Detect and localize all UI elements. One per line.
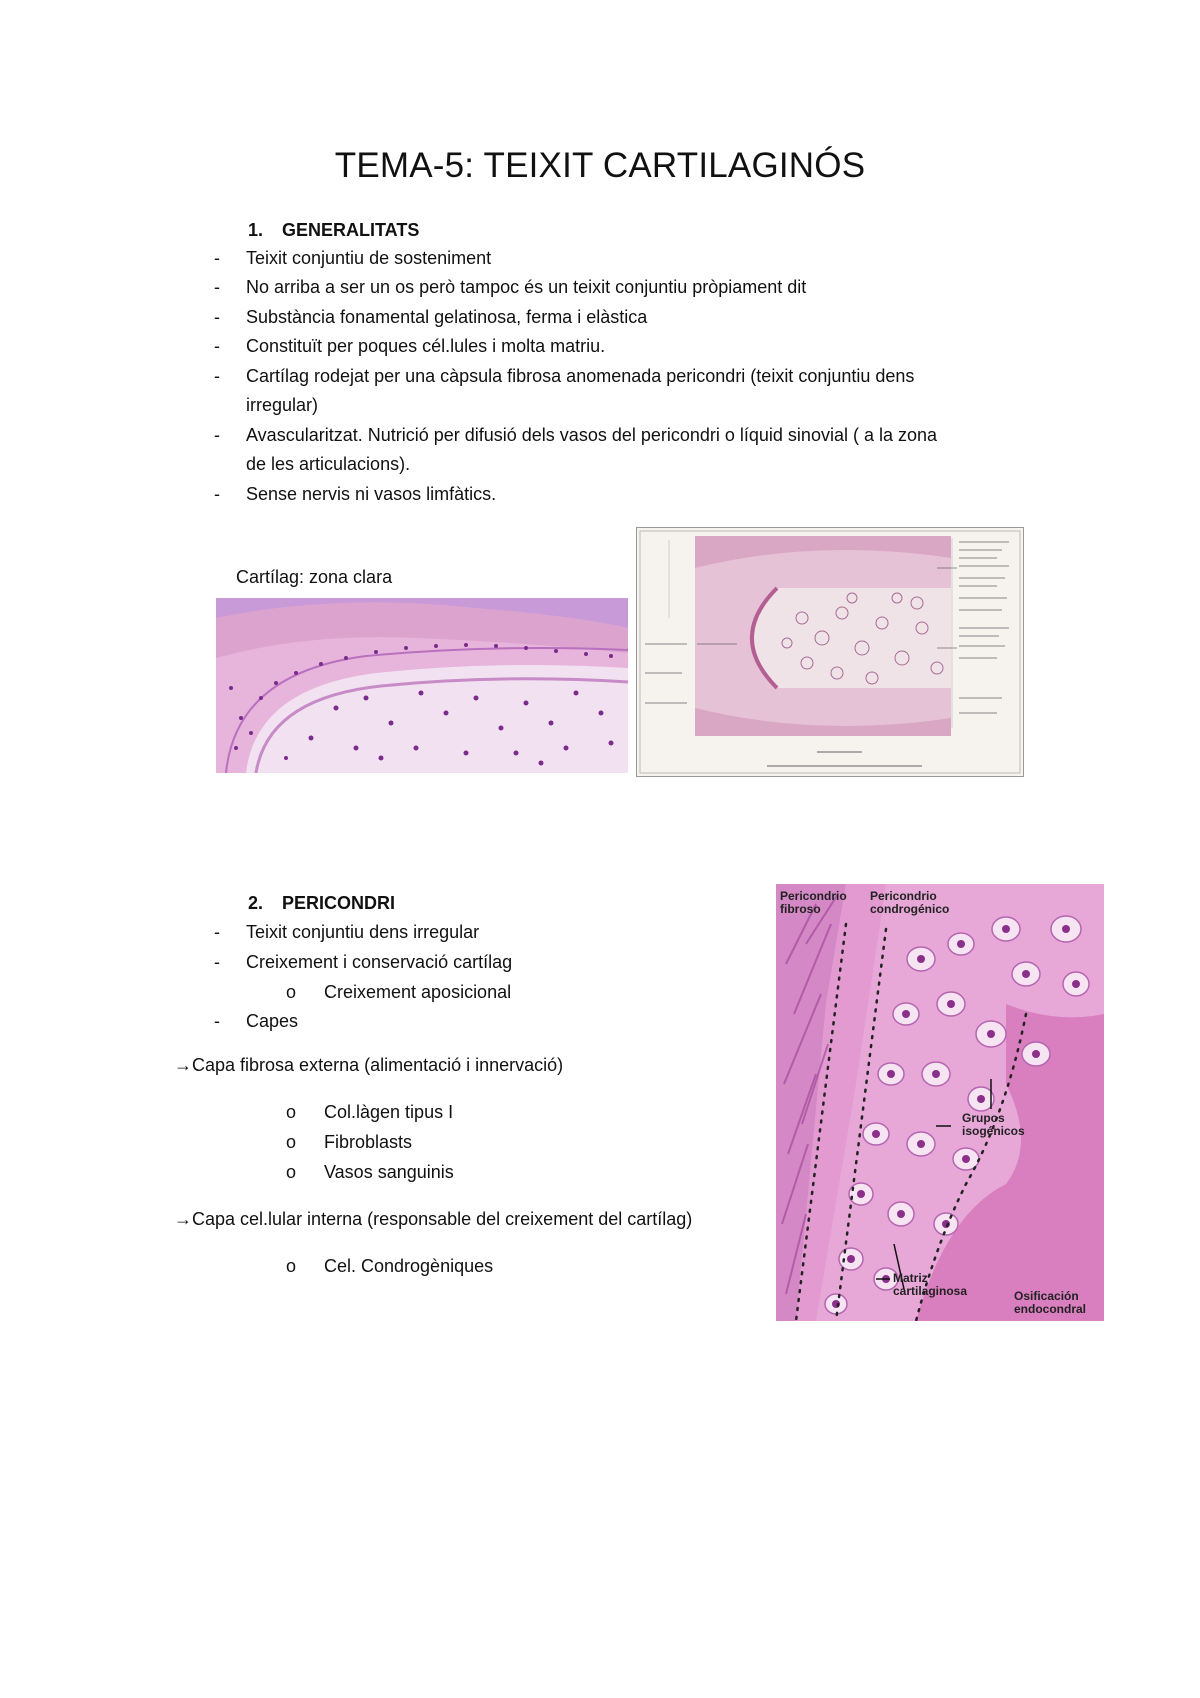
label-pericondrio-fibroso: Pericondrio fibroso [780,889,847,916]
label-pericondrio-condrogenico: Pericondrio condrogénico [870,889,950,916]
figure-caption: Cartílag: zona clara [236,567,393,587]
section-1-title: GENERALITATS [282,220,420,240]
cartilage-micrograph [216,598,628,773]
cartilage-textbook-plate [636,527,1024,777]
label-matriz-cartilaginosa: Matriz cartilaginosa [893,1271,968,1298]
layer-cellular-internal: →Capa cel.lular interna (responsable del creixement del cartílag) [174,1209,693,1229]
page-title: TEMA-5: TEIXIT CARTILAGINÓS [334,146,866,185]
section-1-heading [248,220,419,241]
layer-fibrous-external: →Capa fibrosa externa (alimentació i innervació) [174,1055,564,1075]
section-2-number: 2. [248,893,264,913]
section-2-title: PERICONDRI [282,893,396,913]
label-grupos-isogenicos: Grupos isogénicos [962,1111,1025,1138]
section-1-number: 1. [248,220,264,240]
section-2-heading [248,893,395,914]
perichondrium-micrograph [776,884,1104,1321]
arrow-icon: → [174,1055,192,1075]
label-osificacion-endocondral: Osificación endocondral [1014,1289,1087,1316]
arrow-icon: → [174,1209,192,1229]
